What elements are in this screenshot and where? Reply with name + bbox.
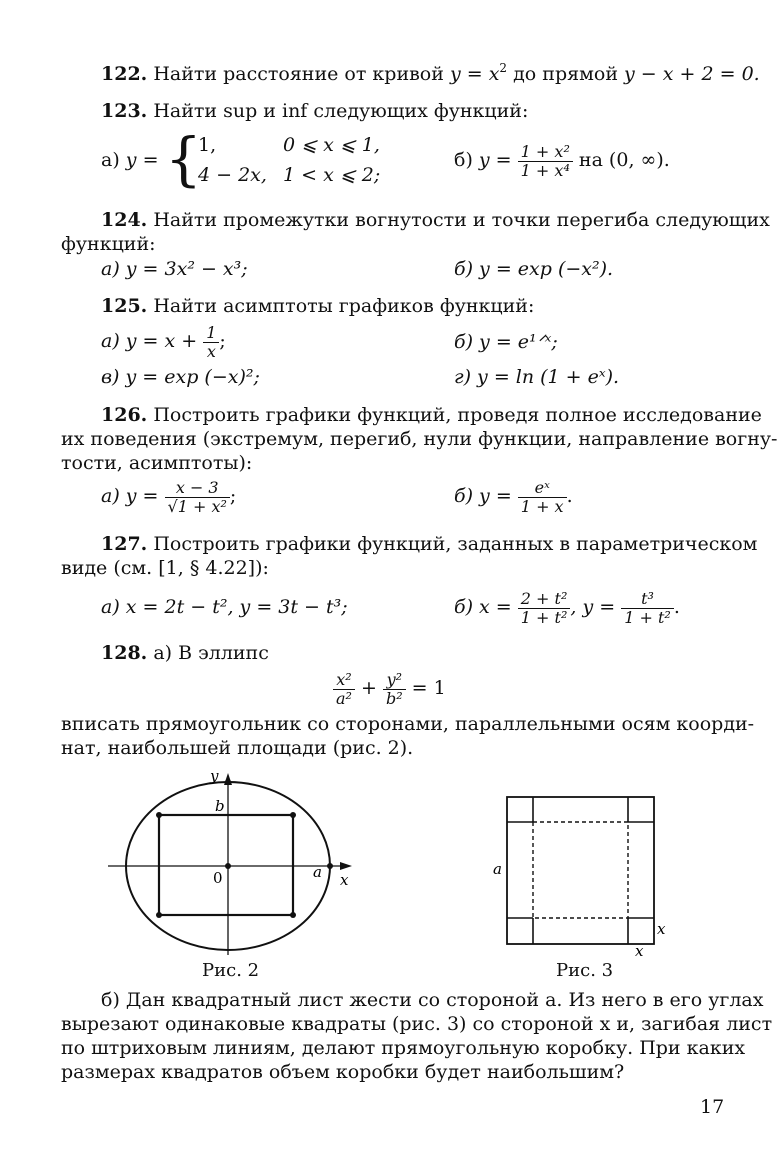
item-b — [454, 473, 573, 519]
ellipse-equation — [333, 664, 446, 712]
problem-text: по штриховым линиям, делают прямоугольную коробку. При каких — [61, 1037, 746, 1059]
fraction: $\frac{\text{1 + x²}}{\text{1 + x⁴}}$ — [518, 143, 573, 180]
problem-number: 128. — [101, 642, 148, 664]
formula: y = — [125, 149, 159, 171]
item-c: в) y = exp (−x)²; — [101, 366, 260, 388]
a-label: a — [313, 863, 322, 881]
item-a — [101, 320, 226, 362]
problem-text: Построить графики функций, проведя полное исследование — [153, 404, 762, 426]
problem-124 — [101, 208, 770, 232]
problem-text: размерах квадратов объем коробки будет наибольшим? — [61, 1061, 625, 1083]
problem-number: 122. — [101, 63, 148, 85]
item-b — [454, 584, 680, 630]
item-b: б) y = exp (−x²). — [454, 258, 614, 280]
item-label: а) — [101, 149, 120, 171]
case-brace: { — [165, 125, 202, 193]
x-label-right: x — [657, 920, 666, 938]
problem-122: 122. Найти расстояние от кривой $y = x^2$ до прямой y − x + 2 = 0. — [101, 61, 760, 85]
problem-123 — [101, 99, 528, 123]
origin-label: 0 — [213, 869, 223, 887]
formula: б) x = — [454, 596, 512, 618]
case-2-condition: 1 < x ⩽ 2; — [283, 164, 381, 186]
case-1-condition: 0 ⩽ x ⩽ 1, — [283, 134, 380, 156]
fraction: $\frac{\text{t³}}{\text{1 + t²}}$ — [621, 590, 674, 627]
x-axis-label: x — [340, 871, 349, 889]
figure-2-ellipse — [100, 765, 370, 965]
case-2-value: 4 − 2x, — [198, 164, 267, 186]
x-label-bottom: x — [635, 942, 644, 960]
problem-text: Найти sup и inf следующих функций: — [153, 100, 529, 122]
formula: + — [361, 677, 377, 699]
formula: б) y = — [454, 485, 512, 507]
figure-3-sheet — [485, 790, 670, 960]
item-a — [101, 473, 236, 519]
rect-corner — [156, 912, 162, 918]
formula: , y = — [570, 596, 616, 618]
fraction: $\frac{\text{x²}}{\text{a²}}$ — [333, 671, 355, 708]
formula: на (0, ∞). — [578, 149, 670, 171]
problem-text: функций: — [61, 233, 156, 255]
problem-128 — [101, 641, 269, 665]
formula: ; — [229, 485, 237, 507]
problem-text: б) Дан квадратный лист жести со стороной a. Из него в его углах — [101, 989, 764, 1011]
formula: = 1 — [411, 677, 446, 699]
rect-corner — [156, 812, 162, 818]
formula: а) y = x + — [101, 330, 198, 352]
problem-text: Построить графики функций, заданных в параметрическом — [153, 533, 758, 555]
rect-corner — [290, 812, 296, 818]
page-number: 17 — [700, 1096, 725, 1118]
formula: . — [673, 596, 680, 618]
problem-number: 125. — [101, 295, 148, 317]
figure-2-caption: Рис. 2 — [202, 960, 260, 981]
formula: а) y = — [101, 485, 159, 507]
problem-number: 123. — [101, 100, 148, 122]
formula: . — [566, 485, 573, 507]
problem-text: Найти асимптоты графиков функций: — [153, 295, 535, 317]
problem-text: Найти промежутки вогнутости и точки перегиба следующих — [153, 209, 770, 231]
case-1-value: 1, — [198, 134, 217, 156]
problem-text: вырезают одинаковые квадраты (рис. 3) со стороной x и, загибая лист — [61, 1013, 773, 1035]
problem-127 — [101, 532, 757, 556]
problem-text: их поведения (экстремум, перегиб, нули функции, направление вогну- — [61, 428, 778, 450]
formula: y − x + 2 = 0. — [624, 63, 760, 85]
problem-text: нат, наибольшей площади (рис. 2). — [61, 737, 414, 759]
problem-text: тости, асимптоты): — [61, 452, 253, 474]
item-b: б) y = e¹ᐟˣ; — [454, 331, 558, 353]
fraction: $\frac{\text{eˣ}}{1 + x}$ — [518, 479, 567, 516]
formula: y = — [478, 149, 512, 171]
problem-text: вписать прямоугольник со сторонами, параллельными осям коорди- — [61, 713, 755, 735]
fraction: $\frac{\text{y²}}{\text{b²}}$ — [383, 671, 406, 708]
fraction: $\frac{1}{x}$ — [203, 324, 219, 361]
rect-corner — [290, 912, 296, 918]
point-a — [327, 863, 333, 869]
fraction: $\frac{x - 3}{\text{√1 + x²}}$ — [165, 479, 230, 516]
item-b — [454, 140, 670, 180]
problem-number: 124. — [101, 209, 148, 231]
sheet-square — [507, 797, 654, 944]
problem-text: до прямой — [513, 63, 618, 85]
problem-125 — [101, 294, 534, 318]
item-label: б) — [454, 149, 473, 171]
side-a-label: a — [493, 860, 502, 878]
fold-lines — [533, 822, 628, 918]
b-label: b — [215, 797, 225, 815]
formula: ; — [219, 330, 226, 352]
point-b — [225, 779, 231, 785]
problem-text: Найти расстояние от кривой — [153, 63, 444, 85]
fraction: $\frac{\text{2 + t²}}{\text{1 + t²}}$ — [518, 590, 571, 627]
x-axis-arrow-icon — [340, 862, 352, 870]
origin-point — [225, 863, 231, 869]
figure-3-caption: Рис. 3 — [556, 960, 614, 981]
item-a — [101, 148, 159, 172]
problem-number: 126. — [101, 404, 148, 426]
problem-text: виде (см. [1, § 4.22]): — [61, 557, 269, 579]
y-axis-label: y — [210, 767, 219, 785]
item-d: г) y = ln (1 + eˣ). — [454, 366, 620, 388]
problem-126 — [101, 403, 762, 427]
item-a: а) y = 3x² − x³; — [101, 258, 248, 280]
problem-text: а) В эллипс — [153, 642, 269, 664]
formula: y = x — [449, 63, 500, 85]
problem-number: 127. — [101, 533, 148, 555]
item-a: а) x = 2t − t², y = 3t − t³; — [101, 596, 348, 618]
